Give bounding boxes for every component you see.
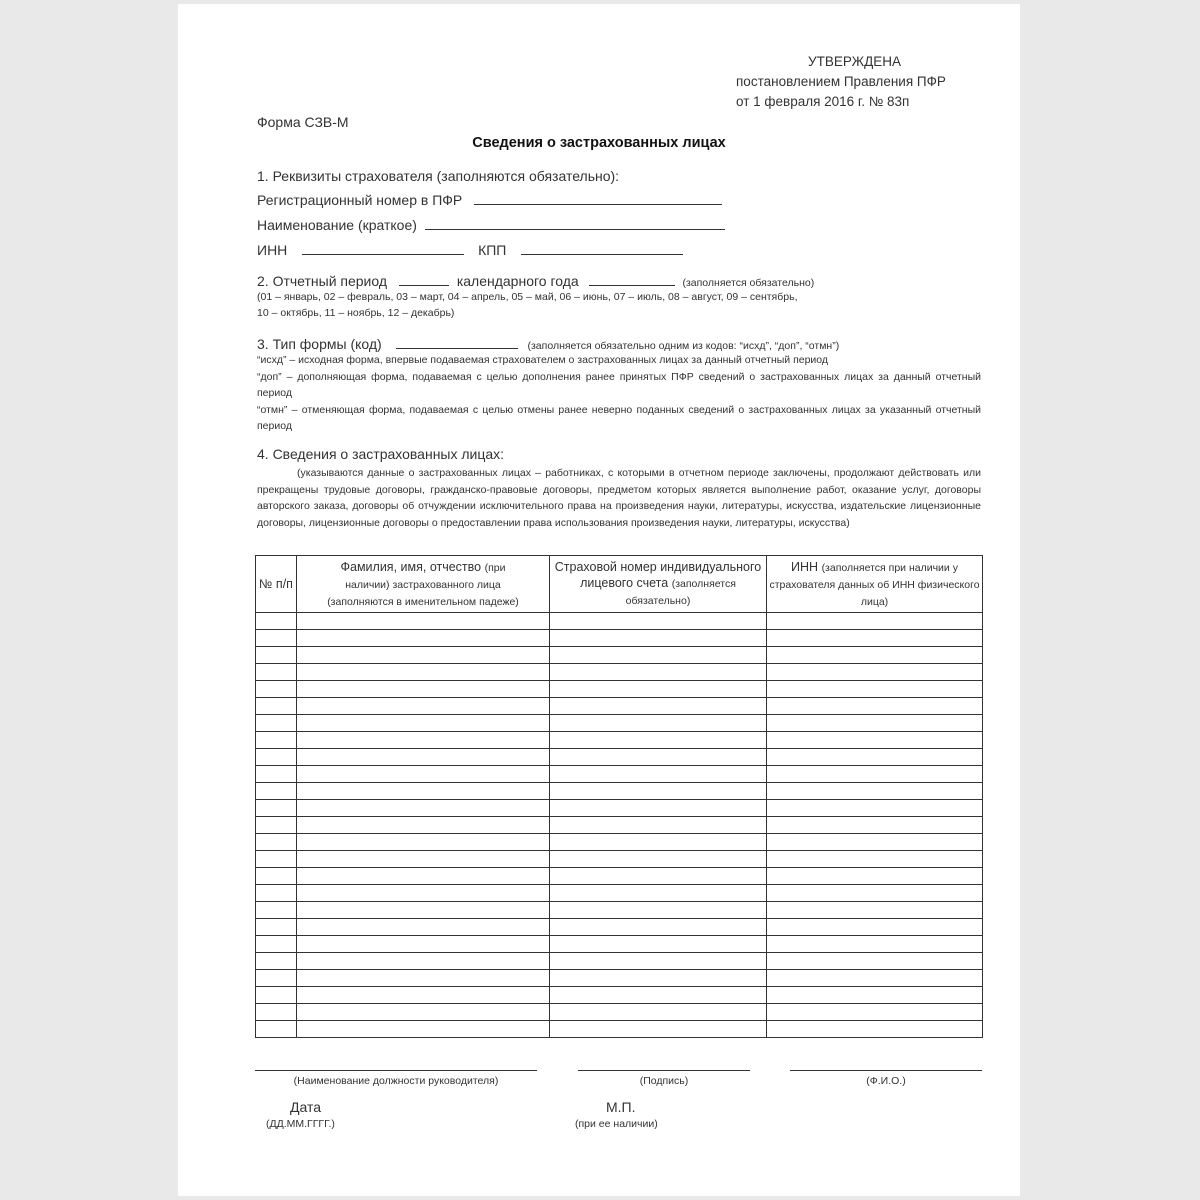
cell-fio[interactable] [297,613,550,630]
table-row [256,1021,983,1038]
cell-snils[interactable] [550,613,767,630]
name-field[interactable] [425,215,725,230]
col-header-snils-sub: (заполняется обязательно) [625,578,736,607]
table-row [256,783,983,800]
cell-inn[interactable] [767,919,983,936]
cell-inn[interactable] [767,936,983,953]
cell-snils[interactable] [550,834,767,851]
year-label: календарного года [456,273,579,289]
cell-snils[interactable] [550,970,767,987]
form-type-codes [257,352,981,435]
table-row [256,1004,983,1021]
cell-number[interactable] [256,936,297,953]
cell-inn[interactable] [767,715,983,732]
months-legend-line1: (01 – январь, 02 – февраль, 03 – март, 04 – апрель, 05 – май, 06 – июнь, 07 – июль, 08 – август, 09 – сентябрь, [257,291,798,303]
col-header-inn-main: ИНН [791,559,819,574]
cell-snils[interactable] [550,936,767,953]
col-header-snils [550,556,767,613]
cell-number[interactable] [256,783,297,800]
table-row [256,800,983,817]
cell-number[interactable] [256,1004,297,1021]
cell-fio[interactable] [297,953,550,970]
cell-inn[interactable] [767,987,983,1004]
cell-snils[interactable] [550,902,767,919]
cell-number[interactable] [256,953,297,970]
form-code: Форма СЗВ-М [257,114,349,130]
cell-fio[interactable] [297,936,550,953]
insured-persons-table [255,555,983,1038]
cell-snils[interactable] [550,987,767,1004]
cell-snils[interactable] [550,698,767,715]
cell-inn[interactable] [767,885,983,902]
table-row [256,936,983,953]
form-type-required-note: (заполняется обязательно одним из кодов: “исхд”, “доп”, “отмн”) [527,340,840,352]
cell-number[interactable] [256,613,297,630]
col-header-fio-sub3: (заполняются в именительном падеже) [327,595,519,608]
document-page [178,4,1020,1196]
cell-fio[interactable] [297,681,550,698]
cell-number[interactable] [256,800,297,817]
form-type-row [257,334,839,352]
section4-note: (указываются данные о застрахованных лицах – работниках, с которыми в отчетном периоде заключены, продолжают действовать или прекращены трудовые договоры, гражданско-правовые договоры, предметом которых является выполнение работ, оказание услуг, договоры авторского заказа, договоры об отчуждении исключительного права на произведения науки, литературы, искусства, издательские лицензионные договоры, лицензионные договоры о предоставлении права использования произведения науки, литературы, искусства) [257,467,981,529]
section1-heading: 1. Реквизиты страхователя (заполняются обязательно): [257,168,620,184]
cell-snils[interactable] [550,868,767,885]
approval-title: УТВЕРЖДЕНА [808,54,902,69]
cell-inn[interactable] [767,902,983,919]
cell-number[interactable] [256,987,297,1004]
cell-number[interactable] [256,766,297,783]
cell-snils[interactable] [550,715,767,732]
cell-fio[interactable] [297,783,550,800]
col-header-fio [297,556,550,613]
table-row [256,987,983,1004]
form-type-label: 3. Тип формы (код) [257,336,382,352]
cell-fio[interactable] [297,970,550,987]
cell-fio[interactable] [297,834,550,851]
table-row [256,647,983,664]
col-header-inn-sub: (заполняется при наличии у страхователя данных об ИНН физического лица) [769,561,980,608]
cell-number[interactable] [256,647,297,664]
period-label: 2. Отчетный период [257,273,388,289]
cell-number[interactable] [256,732,297,749]
section4-heading: 4. Сведения о застрахованных лицах: [257,446,505,462]
reg-number-label: Регистрационный номер в ПФР [257,192,463,208]
cell-snils[interactable] [550,885,767,902]
table-row [256,919,983,936]
cell-snils[interactable] [550,919,767,936]
col-header-number: № п/п [256,556,297,613]
cell-snils[interactable] [550,766,767,783]
col-header-inn [767,556,983,613]
cell-fio[interactable] [297,987,550,1004]
approval-date: от 1 февраля 2016 г. № 83п [736,94,910,109]
months-legend-line2: 10 – октябрь, 11 – ноябрь, 12 – декабрь) [257,307,455,319]
cell-inn[interactable] [767,698,983,715]
table-row [256,749,983,766]
stamp-label: М.П. [606,1099,636,1115]
table-header-row [256,556,983,613]
cell-snils[interactable] [550,783,767,800]
cell-fio[interactable] [297,766,550,783]
table-row [256,953,983,970]
approval-block [736,52,946,112]
cell-fio[interactable] [297,868,550,885]
cell-number[interactable] [256,664,297,681]
cell-fio[interactable] [297,1021,550,1038]
cell-inn[interactable] [767,766,983,783]
cell-inn[interactable] [767,817,983,834]
cell-fio[interactable] [297,630,550,647]
cell-snils[interactable] [550,630,767,647]
period-field[interactable] [399,271,449,286]
kpp-field[interactable] [521,240,683,255]
date-format: (ДД.ММ.ГГГГ.) [266,1118,335,1130]
cell-snils[interactable] [550,1021,767,1038]
name-label: Наименование (краткое) [257,217,417,233]
cell-inn[interactable] [767,749,983,766]
cell-snils[interactable] [550,800,767,817]
signature-label: (Подпись) [639,1075,689,1087]
inn-field[interactable] [302,240,464,255]
table-row [256,630,983,647]
table-row [256,698,983,715]
table-row [256,868,983,885]
table-row [256,732,983,749]
cell-snils[interactable] [550,664,767,681]
code-ishd-description: “исхд” – исходная форма, впервые подаваемая страхователем о застрахованных лицах за данный отчетный период [257,354,829,366]
cell-number[interactable] [256,902,297,919]
cell-number[interactable] [256,698,297,715]
cell-inn[interactable] [767,681,983,698]
table-row [256,834,983,851]
cell-number[interactable] [256,868,297,885]
cell-number[interactable] [256,885,297,902]
fio-label: (Ф.И.О.) [866,1075,906,1087]
cell-fio[interactable] [297,1004,550,1021]
cell-number[interactable] [256,834,297,851]
cell-inn[interactable] [767,630,983,647]
period-row [257,271,814,289]
year-field[interactable] [589,271,675,286]
cell-inn[interactable] [767,834,983,851]
table-row [256,613,983,630]
period-required-note: (заполняется обязательно) [682,277,815,289]
table-body [256,613,983,1038]
stamp-note: (при ее наличии) [575,1118,658,1130]
cell-fio[interactable] [297,749,550,766]
document-title: Сведения о застрахованных лицах [472,135,726,151]
cell-inn[interactable] [767,664,983,681]
cell-inn[interactable] [767,800,983,817]
cell-inn[interactable] [767,1004,983,1021]
kpp-label: КПП [478,242,507,258]
cell-snils[interactable] [550,749,767,766]
cell-inn[interactable] [767,613,983,630]
cell-snils[interactable] [550,851,767,868]
cell-number[interactable] [256,715,297,732]
cell-fio[interactable] [297,919,550,936]
table-row [256,766,983,783]
table-row [256,715,983,732]
cell-snils[interactable] [550,953,767,970]
signature-line[interactable] [578,1070,750,1071]
table-row [256,817,983,834]
cell-fio[interactable] [297,715,550,732]
cell-snils[interactable] [550,647,767,664]
cell-inn[interactable] [767,953,983,970]
col-header-snils-main: Страховой номер индивидуального лицевого счета [554,560,762,590]
code-otmn-description: “отмн” – отменяющая форма, подаваемая с целью отмены ранее неверно поданных сведений о застрахованных лицах за указанный отчетный период [257,403,981,432]
cell-number[interactable] [256,817,297,834]
reg-number-field[interactable] [474,190,722,205]
cell-inn[interactable] [767,970,983,987]
cell-fio[interactable] [297,902,550,919]
cell-inn[interactable] [767,868,983,885]
table-row [256,902,983,919]
table-row [256,885,983,902]
cell-inn[interactable] [767,1021,983,1038]
cell-inn[interactable] [767,647,983,664]
position-label: (Наименование должности руководителя) [293,1075,499,1087]
cell-number[interactable] [256,851,297,868]
col-header-fio-sub1: (при [484,561,506,574]
reg-number-row [257,190,722,208]
cell-number[interactable] [256,970,297,987]
cell-snils[interactable] [550,732,767,749]
cell-number[interactable] [256,749,297,766]
cell-number[interactable] [256,681,297,698]
table-row [256,681,983,698]
table-row [256,970,983,987]
cell-number[interactable] [256,630,297,647]
inn-kpp-row [257,240,683,258]
cell-number[interactable] [256,1021,297,1038]
date-label: Дата [290,1099,322,1115]
cell-fio[interactable] [297,664,550,681]
cell-snils[interactable] [550,1004,767,1021]
cell-fio[interactable] [297,800,550,817]
cell-inn[interactable] [767,732,983,749]
cell-fio[interactable] [297,647,550,664]
cell-snils[interactable] [550,817,767,834]
approval-decree: постановлением Правления ПФР [736,74,946,89]
cell-fio[interactable] [297,817,550,834]
fio-signature-line[interactable] [790,1070,982,1071]
cell-fio[interactable] [297,851,550,868]
cell-number[interactable] [256,919,297,936]
cell-fio[interactable] [297,698,550,715]
form-type-field[interactable] [396,334,518,349]
table-row [256,851,983,868]
table-row [256,664,983,681]
cell-fio[interactable] [297,885,550,902]
col-header-fio-main: Фамилия, имя, отчество [340,559,482,574]
cell-fio[interactable] [297,732,550,749]
cell-inn[interactable] [767,783,983,800]
code-dop-description: “доп” – дополняющая форма, подаваемая с целью дополнения ранее принятых ПФР сведений о застрахованных лицах за данный отчетный период [257,370,981,399]
cell-inn[interactable] [767,851,983,868]
inn-label: ИНН [257,242,288,258]
cell-snils[interactable] [550,681,767,698]
name-row [257,215,725,233]
col-header-fio-sub2: наличии) застрахованного лица [345,578,501,591]
position-signature-line[interactable] [255,1070,537,1071]
